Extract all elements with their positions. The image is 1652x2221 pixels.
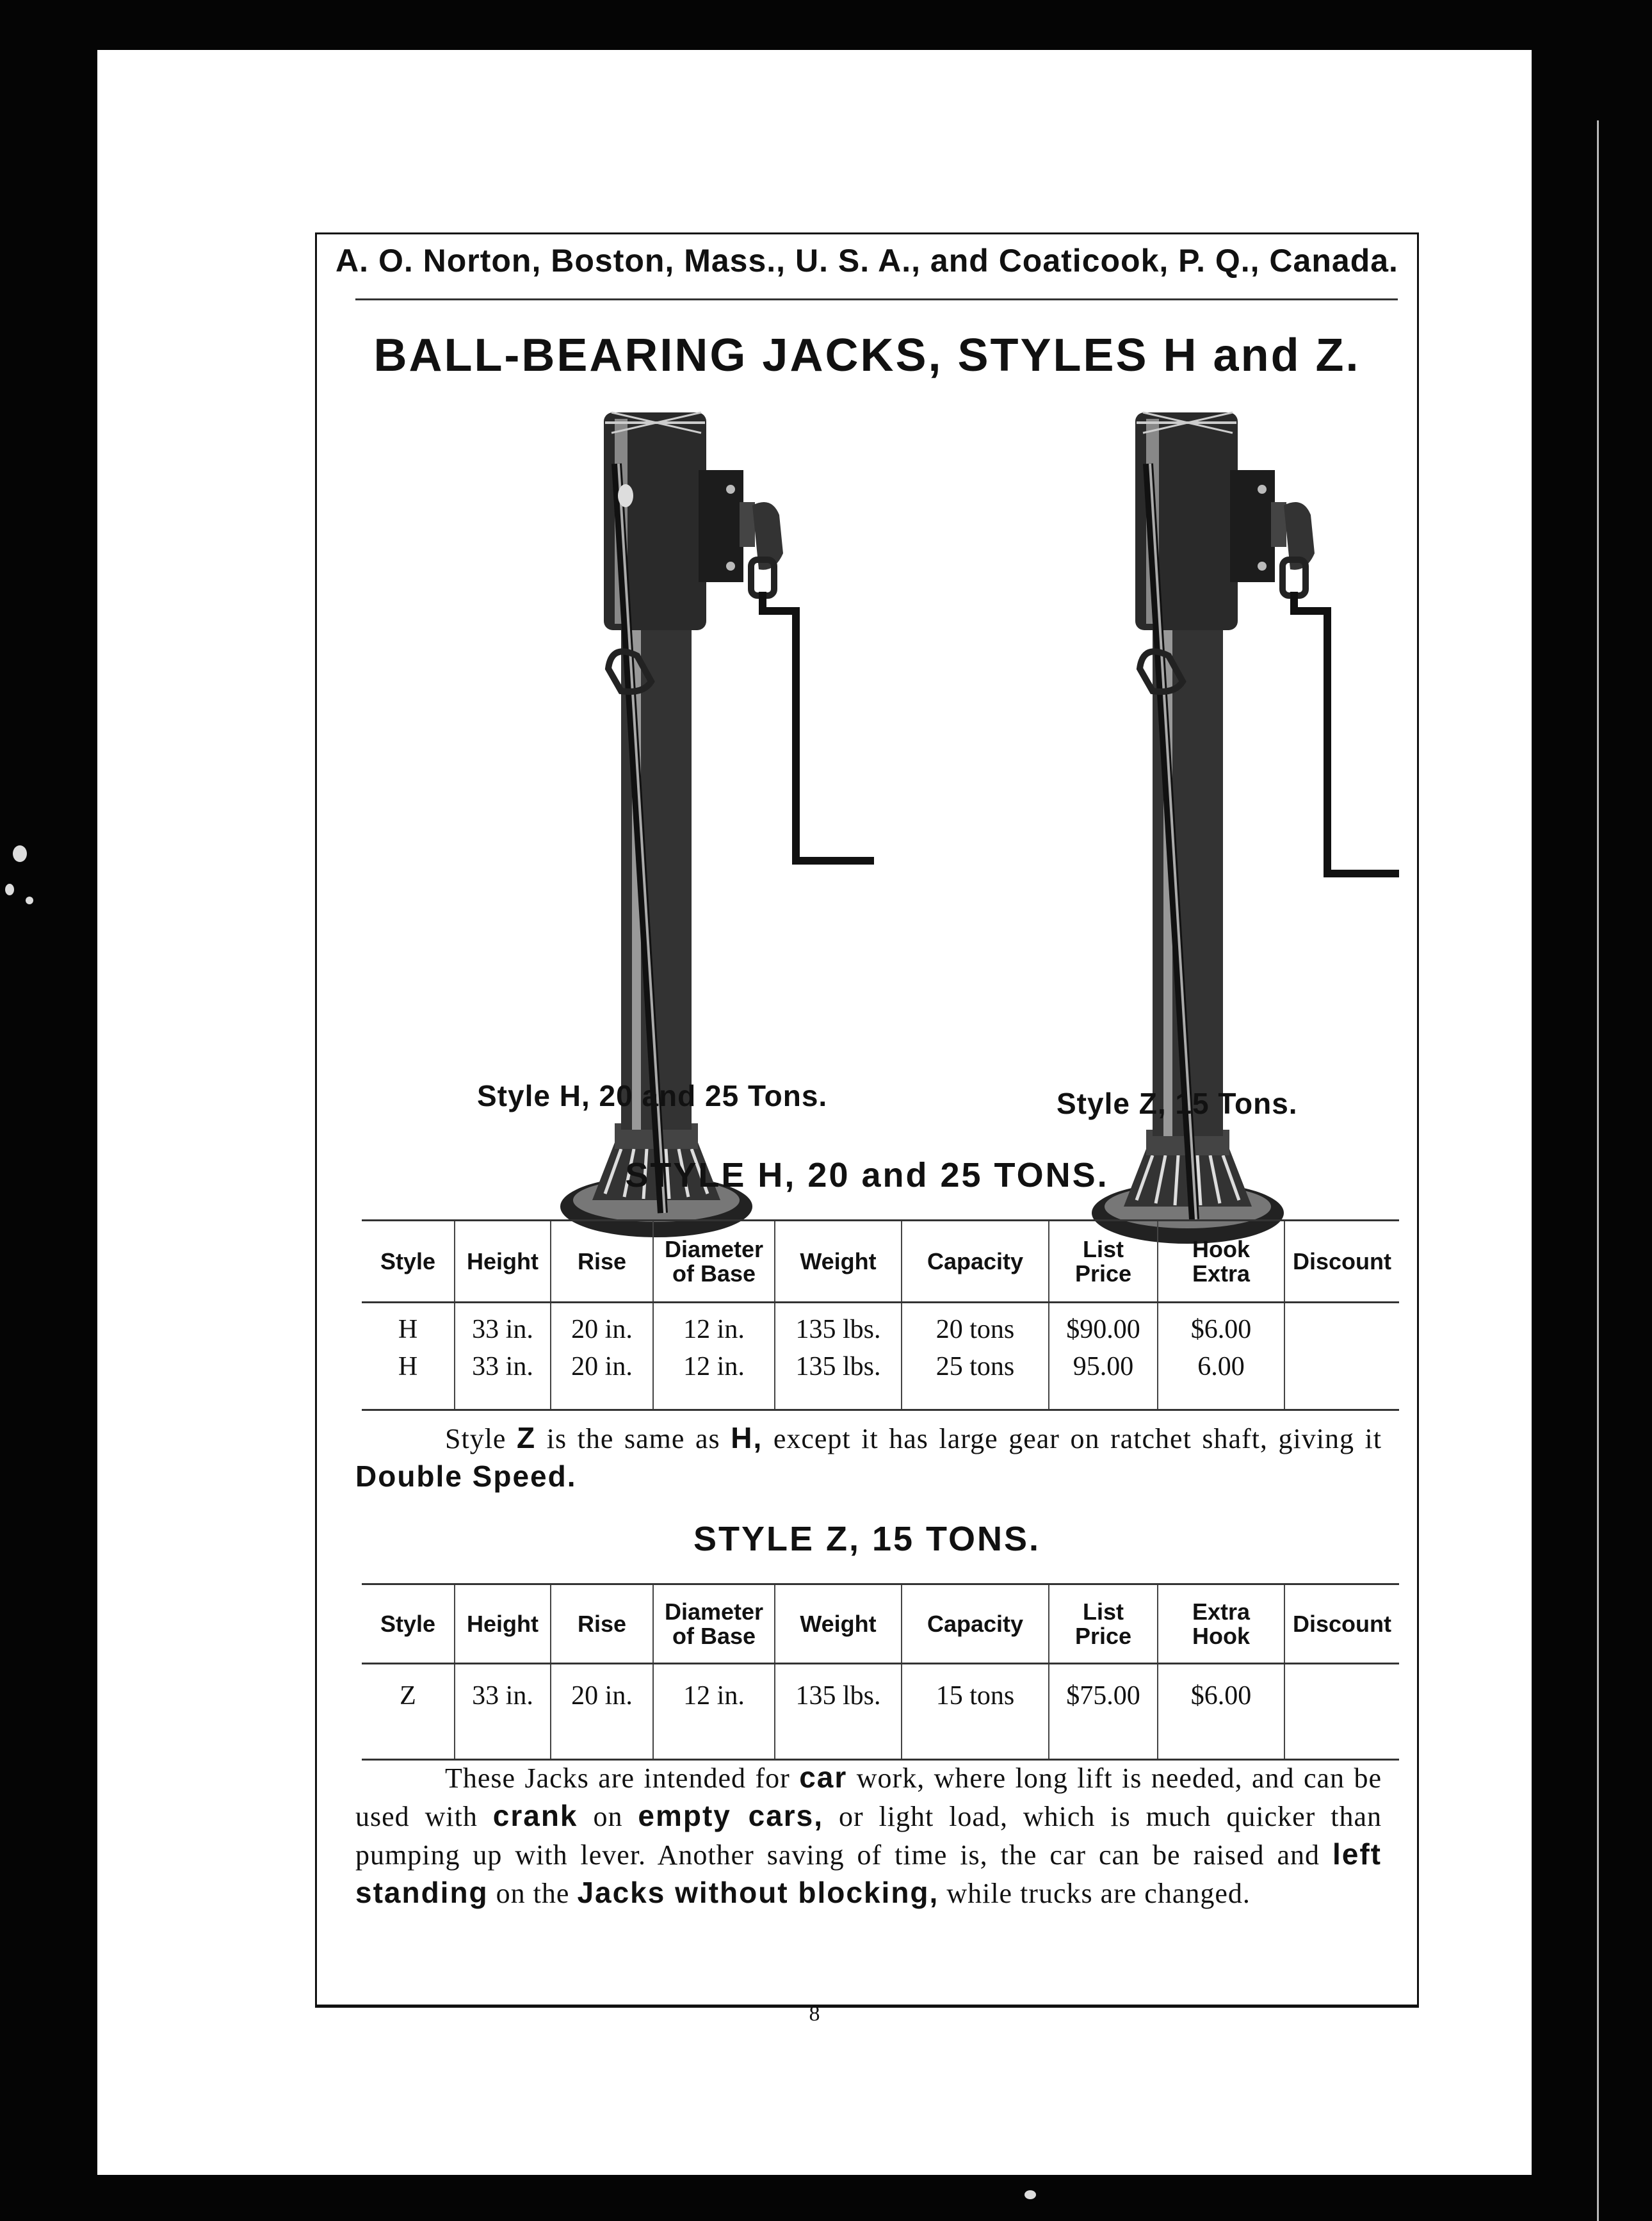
para-text: These Jacks are intended for (445, 1762, 800, 1794)
cell: Z (362, 1664, 455, 1760)
page-number: 8 (809, 2002, 820, 2026)
spec-table-style-h (362, 1219, 1399, 1411)
caption-style-z: Style Z, 15 Tons. (1057, 1087, 1298, 1120)
company-header: A. O. Norton, Boston, Mass., U. S. A., and Coaticook, P. Q., Canada. (336, 243, 1398, 279)
para-bold: car (799, 1761, 848, 1794)
cell: 135 lbs. (775, 1303, 902, 1349)
col-header: List Price (1049, 1584, 1158, 1664)
col-header: Discount (1284, 1221, 1399, 1303)
cell: H (362, 1348, 455, 1410)
col-header: Height (455, 1584, 551, 1664)
col-header: Weight (775, 1221, 902, 1303)
para-bold: empty cars, (638, 1799, 824, 1832)
spec-table-style-z (362, 1583, 1399, 1761)
cell: 12 in. (653, 1664, 775, 1760)
para-bold: left standing (355, 1837, 1382, 1909)
cell: 135 lbs. (775, 1348, 902, 1410)
cell: $90.00 (1049, 1303, 1158, 1349)
col-header: Diameter of Base (653, 1221, 775, 1303)
jack-style-z-illustration (1008, 400, 1405, 1258)
cell: 12 in. (653, 1348, 775, 1410)
col-header: Capacity (902, 1221, 1049, 1303)
cell: 33 in. (455, 1348, 551, 1410)
section-heading-style-z: STYLE Z, 15 TONS. (693, 1520, 1041, 1558)
cell: 33 in. (455, 1303, 551, 1349)
cell (1284, 1303, 1399, 1349)
note-bold: Z (517, 1421, 537, 1454)
cell: $75.00 (1049, 1664, 1158, 1760)
usage-paragraph (355, 1759, 1382, 1912)
document-page (97, 50, 1532, 2175)
style-z-note (355, 1419, 1382, 1496)
note-text: Style (445, 1423, 517, 1454)
para-bold: Jacks without blocking, (577, 1876, 939, 1909)
scan-speck (13, 845, 27, 862)
scan-speck (1024, 2190, 1036, 2199)
col-header: Discount (1284, 1584, 1399, 1664)
note-bold: H, (731, 1421, 763, 1454)
col-header: Weight (775, 1584, 902, 1664)
col-header: Rise (551, 1221, 653, 1303)
cell (1284, 1348, 1399, 1410)
cell: 12 in. (653, 1303, 775, 1349)
jack-style-h-illustration (483, 400, 880, 1258)
cell: 20 in. (551, 1303, 653, 1349)
para-text: or light load, which is much quicker than pumping up with lever. Another saving of time is, the car can be raised and (355, 1801, 1382, 1871)
col-header: List Price (1049, 1221, 1158, 1303)
section-heading-style-h: STYLE H, 20 and 25 TONS. (625, 1156, 1109, 1194)
cell: 25 tons (902, 1348, 1049, 1410)
cell: 20 in. (551, 1664, 653, 1760)
col-header: Hook Extra (1158, 1221, 1284, 1303)
para-text: on the (488, 1878, 578, 1909)
para-bold: crank (492, 1799, 578, 1832)
cell: 6.00 (1158, 1348, 1284, 1410)
scan-speck (5, 884, 14, 895)
cell: H (362, 1303, 455, 1349)
cell: 135 lbs. (775, 1664, 902, 1760)
cell: $6.00 (1158, 1664, 1284, 1760)
para-text: on (578, 1801, 638, 1832)
para-text: while trucks are changed. (939, 1878, 1251, 1909)
para-text: work, where long lift is needed, and can be used with (355, 1762, 1382, 1832)
page-title: BALL-BEARING JACKS, STYLES H and Z. (373, 330, 1361, 381)
caption-style-h: Style H, 20 and 25 Tons. (477, 1079, 828, 1112)
col-header: Rise (551, 1584, 653, 1664)
col-header: Style (362, 1584, 455, 1664)
cell: 20 in. (551, 1348, 653, 1410)
col-header: Style (362, 1221, 455, 1303)
scan-speck (26, 897, 33, 904)
col-header: Extra Hook (1158, 1584, 1284, 1664)
note-bold: Double Speed. (355, 1460, 577, 1493)
col-header: Capacity (902, 1584, 1049, 1664)
col-header: Height (455, 1221, 551, 1303)
page-fold (1597, 120, 1599, 2221)
cell: 15 tons (902, 1664, 1049, 1760)
cell: $6.00 (1158, 1303, 1284, 1349)
cell (1284, 1664, 1399, 1760)
cell: 95.00 (1049, 1348, 1158, 1410)
cell: 33 in. (455, 1664, 551, 1760)
header-rule (355, 298, 1398, 300)
note-text: except it has large gear on ratchet shaft, giving it (763, 1423, 1382, 1454)
note-text: is the same as (536, 1423, 731, 1454)
catalog-frame (315, 232, 1419, 2008)
cell: 20 tons (902, 1303, 1049, 1349)
col-header: Diameter of Base (653, 1584, 775, 1664)
